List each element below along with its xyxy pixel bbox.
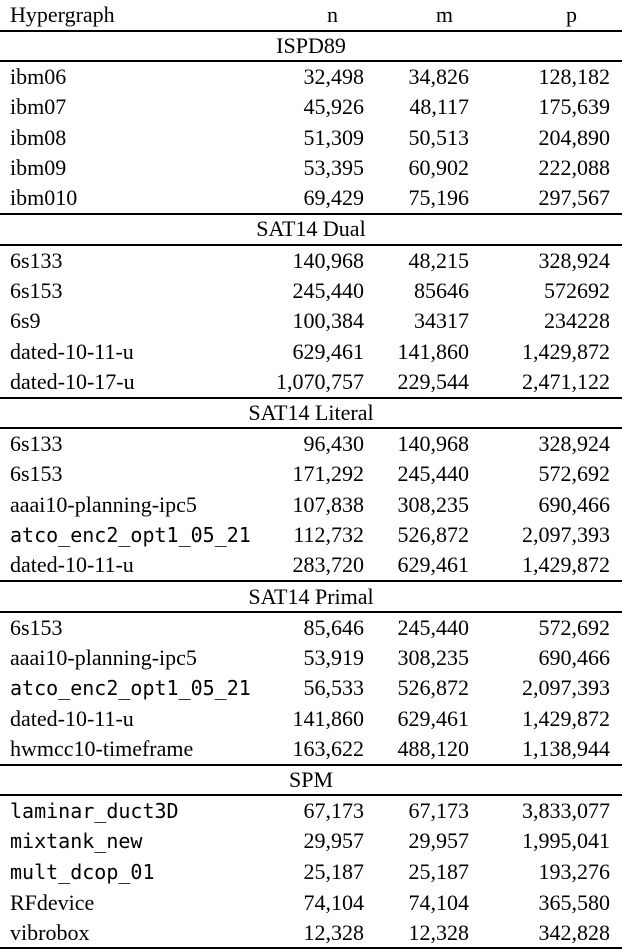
- p-value: 234228: [544, 308, 610, 334]
- section-header-row: [0, 398, 622, 429]
- p-value: 342,828: [470, 918, 622, 949]
- hypergraph-name: aaai10-planning-ipc5: [10, 491, 197, 517]
- m-value: 50,513: [408, 124, 469, 150]
- p-value: 328,924: [538, 431, 610, 457]
- p-value: 1,429,872: [522, 338, 610, 364]
- table-row: [0, 153, 622, 184]
- m-value: 245,440: [397, 461, 469, 487]
- section-title: SAT14 Dual: [0, 214, 622, 245]
- m-value: 245,440: [397, 614, 469, 640]
- p-value: 572692: [544, 277, 610, 303]
- hypergraph-name: 6s153: [10, 614, 63, 640]
- p-value: 1,995,041: [522, 828, 610, 854]
- n-value: 245,440: [292, 277, 364, 303]
- n-value: 25,187: [303, 858, 364, 884]
- table-row: [0, 367, 622, 398]
- hypergraph-name: atco_enc2_opt1_05_21: [10, 676, 251, 701]
- p-value: 204,890: [538, 124, 610, 150]
- m-value: 74,104: [408, 889, 469, 915]
- p-value: 328,924: [538, 247, 610, 273]
- p-value: 1,429,872: [522, 552, 610, 578]
- p-value: 175,639: [538, 94, 610, 120]
- table-row: [0, 918, 622, 949]
- p-value: 222,088: [538, 155, 610, 181]
- p-value: 2,471,122: [522, 368, 610, 394]
- hypergraph-name: 6s153: [10, 461, 63, 487]
- hypergraph-name: ibm07: [10, 94, 67, 120]
- m-value: 629,461: [397, 705, 469, 731]
- n-value: 56,533: [303, 675, 364, 701]
- section-header-row: [0, 765, 622, 796]
- table-row: [0, 245, 622, 276]
- m-value: 140,968: [397, 431, 469, 457]
- table-row: [0, 887, 622, 918]
- section-header-row: [0, 581, 622, 612]
- m-value: 75,196: [408, 185, 469, 211]
- m-value: 48,215: [408, 247, 469, 273]
- table-row: [0, 61, 622, 92]
- hypergraph-name: vibrobox: [0, 918, 270, 949]
- table-body: [0, 31, 622, 949]
- hypergraph-name: 6s133: [10, 247, 63, 273]
- p-value: 365,580: [538, 889, 610, 915]
- m-value: 60,902: [408, 155, 469, 181]
- n-value: 53,919: [303, 644, 364, 670]
- p-value: 1,429,872: [522, 705, 610, 731]
- hypergraph-name: dated-10-11-u: [10, 552, 134, 578]
- p-value: 2,097,393: [522, 675, 610, 701]
- section-title: SAT14 Primal: [0, 581, 622, 612]
- n-value: 140,968: [292, 247, 364, 273]
- n-value: 112,732: [293, 522, 364, 548]
- p-value: 2,097,393: [522, 522, 610, 548]
- table-row: [0, 612, 622, 643]
- hypergraph-name: ibm09: [10, 155, 67, 181]
- hypergraph-name: laminar_duct3D: [10, 799, 179, 824]
- hypergraph-name: ibm08: [10, 124, 67, 150]
- hypergraph-name: atco_enc2_opt1_05_21: [10, 523, 251, 548]
- table-row: [0, 795, 622, 826]
- p-value: 690,466: [538, 644, 610, 670]
- m-value: 629,461: [397, 552, 469, 578]
- column-header-m: m: [365, 0, 470, 31]
- n-value: 32,498: [303, 63, 364, 89]
- m-value: 12,328: [365, 918, 470, 949]
- hypergraph-name: ibm06: [10, 63, 67, 89]
- hypergraph-name: dated-10-11-u: [10, 338, 134, 364]
- p-value: 1,138,944: [522, 736, 610, 762]
- n-value: 45,926: [303, 94, 364, 120]
- header-row: [0, 0, 622, 31]
- m-value: 308,235: [397, 644, 469, 670]
- table-row: [0, 337, 622, 368]
- p-value: 193,276: [538, 858, 610, 884]
- p-value: 572,692: [538, 614, 610, 640]
- n-value: 283,720: [292, 552, 364, 578]
- p-value: 297,567: [538, 185, 610, 211]
- m-value: 526,872: [397, 675, 469, 701]
- section-header-row: [0, 214, 622, 245]
- p-value: 572,692: [538, 461, 610, 487]
- n-value: 53,395: [303, 155, 364, 181]
- p-value: 128,182: [538, 63, 610, 89]
- n-value: 69,429: [303, 185, 364, 211]
- table-row: [0, 459, 622, 490]
- table-row: [0, 428, 622, 459]
- n-value: 171,292: [292, 461, 364, 487]
- table-row: [0, 275, 622, 306]
- m-value: 34,826: [408, 63, 469, 89]
- n-value: 100,384: [292, 308, 364, 334]
- m-value: 34317: [414, 308, 469, 334]
- n-value: 12,328: [270, 918, 365, 949]
- hypergraph-name: dated-10-17-u: [10, 368, 135, 394]
- hypergraph-name: mult_dcop_01: [10, 859, 155, 884]
- hypergraph-name: 6s9: [10, 308, 41, 334]
- hypergraph-name: ibm010: [10, 185, 78, 211]
- hypergraph-name: mixtank_new: [10, 829, 143, 854]
- section-title: ISPD89: [0, 31, 622, 62]
- n-value: 67,173: [303, 798, 364, 824]
- m-value: 25,187: [408, 858, 469, 884]
- m-value: 67,173: [408, 798, 469, 824]
- table-row: [0, 704, 622, 735]
- n-value: 74,104: [303, 889, 364, 915]
- m-value: 29,957: [408, 828, 469, 854]
- n-value: 629,461: [292, 338, 364, 364]
- table-row: [0, 642, 622, 673]
- table-row: [0, 857, 622, 888]
- n-value: 163,622: [292, 736, 364, 762]
- table-row: [0, 826, 622, 857]
- table-row: [0, 734, 622, 765]
- m-value: 308,235: [397, 491, 469, 517]
- hypergraph-name: RFdevice: [10, 889, 95, 915]
- n-value: 96,430: [303, 431, 364, 457]
- table-row: [0, 520, 622, 551]
- hypergraph-name: aaai10-planning-ipc5: [10, 644, 197, 670]
- hypergraph-name: 6s153: [10, 277, 63, 303]
- column-header-n: n: [270, 0, 365, 31]
- n-value: 141,860: [292, 705, 364, 731]
- section-title: SPM: [0, 765, 622, 796]
- m-value: 141,860: [397, 338, 469, 364]
- table-header: [0, 0, 622, 31]
- hypergraph-name: 6s133: [10, 431, 63, 457]
- n-value: 29,957: [303, 828, 364, 854]
- column-header-hypergraph: Hypergraph: [0, 0, 270, 31]
- p-value: 690,466: [538, 491, 610, 517]
- column-header-p: p: [470, 0, 622, 31]
- n-value: 85,646: [303, 614, 364, 640]
- section-title: SAT14 Literal: [0, 398, 622, 429]
- table-row: [0, 184, 622, 215]
- section-header-row: [0, 31, 622, 62]
- m-value: 526,872: [397, 522, 469, 548]
- table-row: [0, 92, 622, 123]
- m-value: 229,544: [397, 368, 469, 394]
- hypergraph-name: hwmcc10-timeframe: [10, 736, 194, 762]
- table-row: [0, 673, 622, 704]
- table-row: [0, 551, 622, 582]
- n-value: 51,309: [303, 124, 364, 150]
- table-row: [0, 122, 622, 153]
- m-value: 488,120: [397, 736, 469, 762]
- p-value: 3,833,077: [522, 798, 610, 824]
- m-value: 48,117: [409, 94, 469, 120]
- table-row: [0, 306, 622, 337]
- n-value: 1,070,757: [276, 368, 364, 394]
- n-value: 107,838: [292, 491, 364, 517]
- hypergraph-name: dated-10-11-u: [10, 705, 134, 731]
- m-value: 85646: [414, 277, 469, 303]
- table-row: [0, 490, 622, 521]
